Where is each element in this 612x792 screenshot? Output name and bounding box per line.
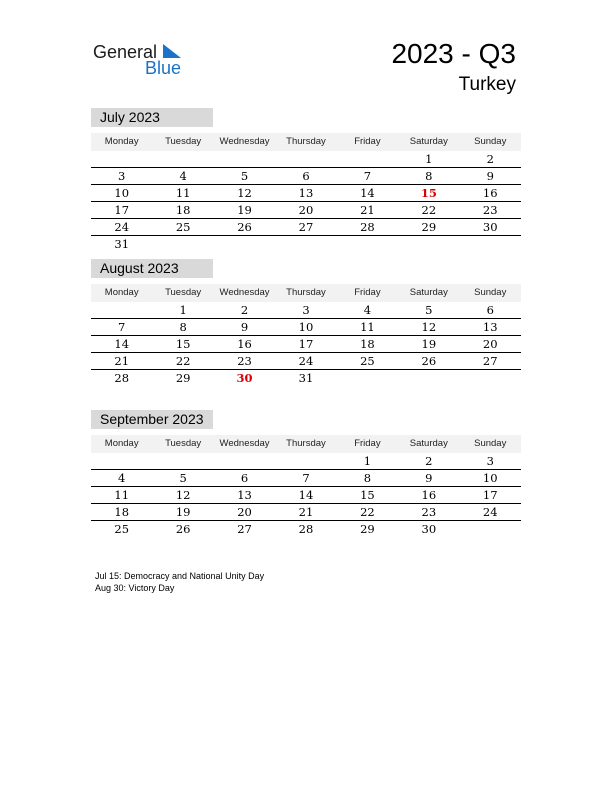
- month-september: [91, 410, 521, 537]
- week-row: [91, 487, 521, 504]
- weekday-label: Wednesday: [219, 287, 270, 298]
- weekday-label: Thursday: [286, 438, 326, 449]
- day-cell: [275, 151, 336, 167]
- day-cell: 23: [237, 354, 252, 368]
- holiday-day-cell: 15: [420, 186, 437, 200]
- day-cell: [275, 236, 336, 252]
- day-cell: 21: [360, 203, 375, 217]
- week-row: [91, 336, 521, 353]
- day-cell: 3: [486, 454, 494, 468]
- holiday-note: Jul 15: Democracy and National Unity Day: [95, 571, 265, 581]
- weekday-label: Tuesday: [165, 287, 202, 298]
- day-cell: 8: [425, 169, 433, 183]
- day-cell: 18: [114, 505, 130, 519]
- day-cell: 7: [118, 320, 126, 334]
- day-cell: 25: [175, 220, 191, 234]
- day-cell: 5: [179, 471, 187, 485]
- day-cell: 28: [298, 522, 314, 536]
- day-cell: 25: [114, 522, 130, 536]
- weekday-label: Tuesday: [165, 136, 202, 147]
- logo-flag-icon: [163, 44, 183, 60]
- week-row: [91, 370, 521, 386]
- weekday-label: Wednesday: [219, 438, 270, 449]
- week-row: [91, 470, 521, 487]
- day-cell: 3: [118, 169, 126, 183]
- weekday-label: Monday: [104, 136, 139, 147]
- day-cell: 26: [421, 354, 437, 368]
- day-cell: 12: [175, 488, 191, 502]
- day-cell: 11: [175, 186, 191, 200]
- day-cell: 5: [240, 169, 249, 183]
- day-cell: [337, 236, 398, 252]
- day-cell: 20: [482, 337, 498, 351]
- day-cell: [460, 236, 521, 252]
- day-cell: 24: [298, 354, 314, 368]
- holiday-note: Aug 30: Victory Day: [95, 583, 175, 593]
- country-name: Turkey: [458, 74, 516, 95]
- day-cell: 7: [302, 471, 310, 485]
- day-cell: [214, 236, 275, 252]
- week-row: [91, 453, 521, 470]
- day-cell: 16: [237, 337, 252, 351]
- day-cell: 6: [486, 303, 494, 317]
- generalblue-logo: [93, 42, 193, 78]
- day-cell: 29: [360, 522, 375, 536]
- day-cell: [337, 370, 398, 386]
- day-cell: 1: [363, 454, 372, 468]
- day-cell: 6: [240, 471, 249, 485]
- day-cell: 8: [179, 320, 187, 334]
- day-cell: 31: [298, 371, 314, 385]
- weekday-header-row: [91, 435, 521, 453]
- day-cell: 12: [237, 186, 252, 200]
- day-cell: 17: [114, 203, 130, 217]
- week-row: [91, 168, 521, 185]
- day-cell: 11: [114, 488, 130, 502]
- day-cell: [152, 151, 213, 167]
- day-cell: 3: [302, 303, 310, 317]
- month-august: [91, 259, 521, 386]
- day-cell: 21: [298, 505, 314, 519]
- day-cell: 23: [421, 505, 437, 519]
- day-cell: 23: [482, 203, 498, 217]
- week-row: [91, 521, 521, 537]
- day-cell: 10: [114, 186, 130, 200]
- day-cell: 21: [114, 354, 130, 368]
- day-cell: [275, 453, 336, 469]
- day-cell: 4: [363, 303, 372, 317]
- day-cell: 22: [360, 505, 375, 519]
- day-cell: 8: [363, 471, 372, 485]
- week-row: [91, 185, 521, 202]
- day-cell: 15: [360, 488, 375, 502]
- day-cell: 7: [363, 169, 372, 183]
- week-row: [91, 353, 521, 370]
- day-cell: 30: [421, 522, 437, 536]
- day-cell: [214, 151, 275, 167]
- day-cell: 20: [298, 203, 314, 217]
- weekday-label: Thursday: [286, 287, 326, 298]
- day-cell: 19: [237, 203, 252, 217]
- week-row: [91, 319, 521, 336]
- day-cell: 10: [482, 471, 498, 485]
- week-row: [91, 302, 521, 319]
- day-cell: [337, 151, 398, 167]
- weekday-header-row: [91, 284, 521, 302]
- week-rows: [91, 453, 521, 537]
- weekday-label: Monday: [104, 287, 139, 298]
- day-cell: 27: [482, 354, 498, 368]
- day-cell: 19: [175, 505, 191, 519]
- day-cell: [398, 236, 459, 252]
- month-title: August 2023: [91, 259, 213, 278]
- day-cell: 9: [425, 471, 433, 485]
- day-cell: [460, 370, 521, 386]
- day-cell: 29: [175, 371, 191, 385]
- day-cell: 17: [482, 488, 498, 502]
- weekday-label: Friday: [354, 438, 381, 449]
- weekday-label: Sunday: [474, 287, 507, 298]
- weekday-label: Saturday: [409, 287, 448, 298]
- week-row: [91, 202, 521, 219]
- day-cell: 11: [360, 320, 375, 334]
- day-cell: 29: [421, 220, 437, 234]
- day-cell: [91, 453, 152, 469]
- day-cell: [152, 453, 213, 469]
- holiday-notes: [95, 570, 264, 594]
- weekday-label: Tuesday: [165, 438, 202, 449]
- day-cell: 25: [360, 354, 375, 368]
- weekday-header-row: [91, 133, 521, 151]
- day-cell: 18: [175, 203, 191, 217]
- day-cell: 14: [298, 488, 314, 502]
- day-cell: 4: [179, 169, 187, 183]
- day-cell: 15: [175, 337, 191, 351]
- week-rows: [91, 151, 521, 252]
- day-cell: [91, 302, 152, 318]
- day-cell: [152, 236, 213, 252]
- week-row: [91, 504, 521, 521]
- month-title: September 2023: [91, 410, 213, 429]
- day-cell: [398, 370, 459, 386]
- weekday-label: Wednesday: [219, 136, 270, 147]
- day-cell: 22: [421, 203, 437, 217]
- day-cell: 1: [179, 303, 187, 317]
- day-cell: 31: [114, 237, 130, 251]
- day-cell: 9: [240, 320, 249, 334]
- weekday-label: Sunday: [474, 438, 507, 449]
- day-cell: 27: [237, 522, 252, 536]
- day-cell: 6: [302, 169, 310, 183]
- day-cell: 13: [237, 488, 252, 502]
- day-cell: 27: [298, 220, 314, 234]
- logo-text-blue: Blue: [145, 58, 182, 78]
- day-cell: 16: [421, 488, 437, 502]
- day-cell: [460, 521, 521, 537]
- day-cell: 19: [421, 337, 437, 351]
- page-title: 2023 - Q3: [391, 38, 516, 69]
- day-cell: 2: [486, 152, 494, 166]
- day-cell: 20: [237, 505, 252, 519]
- day-cell: 17: [298, 337, 314, 351]
- day-cell: 30: [482, 220, 498, 234]
- day-cell: 10: [298, 320, 314, 334]
- day-cell: 28: [114, 371, 130, 385]
- weekday-label: Saturday: [409, 136, 448, 147]
- day-cell: 2: [240, 303, 249, 317]
- day-cell: 13: [482, 320, 498, 334]
- weekday-label: Thursday: [286, 136, 326, 147]
- day-cell: 4: [118, 471, 126, 485]
- day-cell: 28: [360, 220, 375, 234]
- day-cell: 1: [425, 152, 433, 166]
- month-title: July 2023: [91, 108, 213, 127]
- day-cell: 24: [482, 505, 498, 519]
- week-rows: [91, 302, 521, 386]
- week-row: [91, 236, 521, 252]
- day-cell: 16: [482, 186, 498, 200]
- day-cell: 22: [175, 354, 191, 368]
- weekday-label: Monday: [104, 438, 139, 449]
- week-row: [91, 151, 521, 168]
- day-cell: 26: [237, 220, 252, 234]
- day-cell: 13: [298, 186, 314, 200]
- holiday-day-cell: 30: [236, 371, 253, 385]
- day-cell: 26: [175, 522, 191, 536]
- logo-text-general: General: [93, 42, 158, 62]
- day-cell: 12: [421, 320, 437, 334]
- day-cell: 14: [360, 186, 375, 200]
- week-row: [91, 219, 521, 236]
- weekday-label: Friday: [354, 136, 381, 147]
- day-cell: 24: [114, 220, 130, 234]
- day-cell: 2: [425, 454, 433, 468]
- weekday-label: Sunday: [474, 136, 507, 147]
- month-july: [91, 108, 521, 252]
- day-cell: [91, 151, 152, 167]
- day-cell: 14: [114, 337, 130, 351]
- day-cell: 9: [486, 169, 494, 183]
- day-cell: [214, 453, 275, 469]
- day-cell: 5: [425, 303, 433, 317]
- weekday-label: Saturday: [409, 438, 448, 449]
- weekday-label: Friday: [354, 287, 381, 298]
- day-cell: 18: [360, 337, 375, 351]
